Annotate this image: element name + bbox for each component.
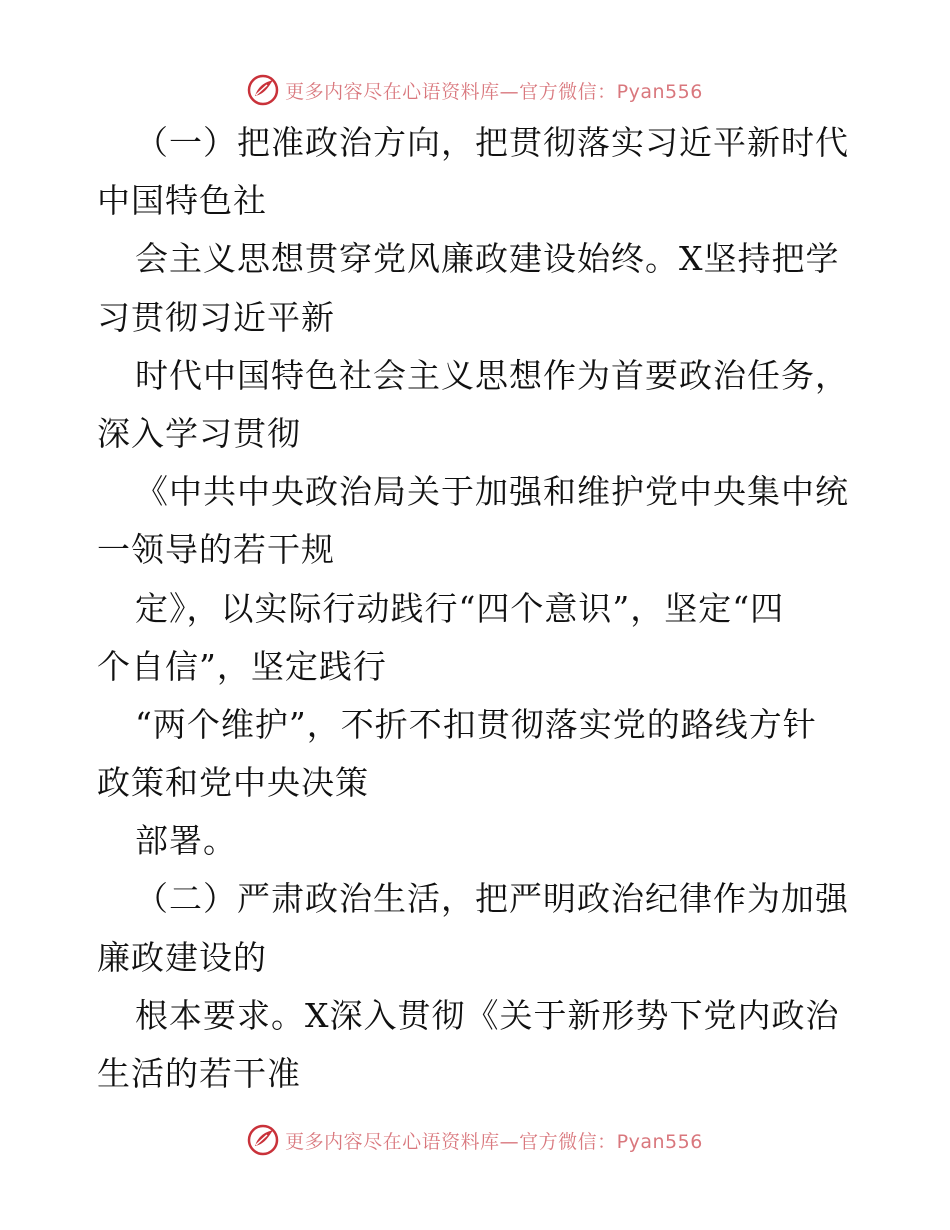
text-line: 部署。 bbox=[135, 821, 237, 861]
text-line: 时代中国特色社会主义思想作为首要政治任务， bbox=[135, 355, 849, 395]
leaf-logo-icon bbox=[247, 1124, 279, 1156]
text-line: 政策和党中央决策 bbox=[97, 763, 369, 803]
text-line: 个自信”，坚定践行 bbox=[97, 646, 387, 686]
footer-watermark bbox=[0, 1120, 950, 1160]
header-watermark bbox=[0, 70, 950, 110]
text-line: 廉政建设的 bbox=[97, 937, 267, 977]
text-line: （一）把准政治方向，把贯彻落实习近平新时代 bbox=[135, 123, 849, 162]
text-line: 深入学习贯彻 bbox=[97, 413, 301, 453]
text-line: 习贯彻习近平新 bbox=[97, 297, 335, 337]
text-line: 根本要求。X深入贯彻《关于新形势下党内政治 bbox=[135, 995, 840, 1035]
watermark-text: 更多内容尽在心语资料库—官方微信：Pyan556 bbox=[285, 1130, 703, 1153]
text-line: 会主义思想贯穿党风廉政建设始终。X坚持把学 bbox=[135, 239, 840, 279]
text-line: 中国特色社 bbox=[97, 181, 267, 221]
leaf-logo-icon bbox=[247, 74, 279, 106]
document-body bbox=[97, 114, 857, 1103]
watermark-text: 更多内容尽在心语资料库—官方微信：Pyan556 bbox=[285, 80, 703, 103]
text-line: 《中共中央政治局关于加强和维护党中央集中统 bbox=[135, 472, 849, 512]
text-line: （二）严肃政治生活，把严明政治纪律作为加强 bbox=[135, 879, 849, 919]
text-line: “两个维护”，不折不扣贯彻落实党的路线方针 bbox=[135, 704, 817, 744]
text-line: 定》，以实际行动践行“四个意识”，坚定“四 bbox=[135, 588, 785, 628]
text-line: 生活的若干准 bbox=[97, 1054, 301, 1093]
text-line: 一领导的若干规 bbox=[97, 530, 335, 570]
